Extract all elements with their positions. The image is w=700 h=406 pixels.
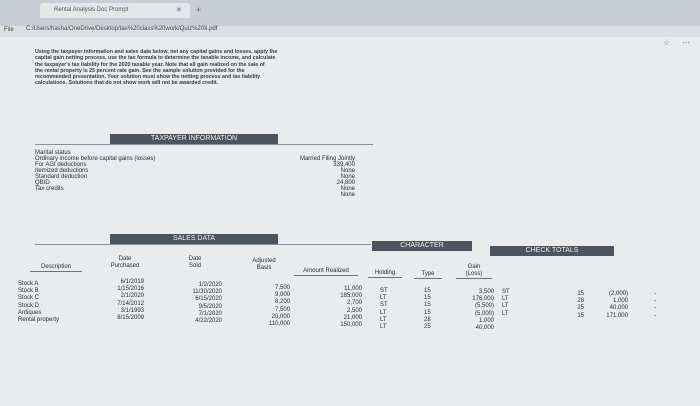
- divider: [35, 244, 371, 245]
- instruction-line: calculations. Solutions that do not show work will not be awarded credit.: [35, 80, 219, 87]
- adjusted-basis-column: 7,500 9,000 8,200 7,500 20,000 110,000: [268, 285, 290, 328]
- marital-status-label: Marital status: [35, 150, 71, 156]
- qbid-value: None: [340, 186, 355, 192]
- ordinary-income-label: Ordinary income before capital gains (losses): [35, 156, 156, 162]
- divider: [35, 144, 373, 145]
- for-agi-deductions-label: For AGI deductions: [35, 162, 87, 168]
- description-column: Stock A Stock B Stock C Stock D Antiques Rental property: [18, 281, 60, 324]
- tax-credits-value: None: [340, 192, 355, 198]
- marital-status-value: Married Filing Jointly: [299, 156, 355, 162]
- standard-deduction-value: 24,800: [336, 180, 355, 186]
- sales-data-banner: SALES DATA: [110, 234, 278, 244]
- check-totals-banner: CHECK TOTALS: [490, 246, 614, 256]
- gain-loss-column: 3,500 176,000 (5,500) (5,000) 1,000 40,000: [472, 289, 494, 332]
- type-header: Type: [414, 271, 442, 279]
- date-sold-column: 1/2/2020 11/30/2020 6/15/2020 9/5/2020 7/1/2020 4/22/2020: [192, 282, 222, 325]
- favorite-icon[interactable]: ☆: [663, 38, 671, 47]
- qbid-label: QBID: [35, 180, 50, 186]
- itemized-deductions-value: None: [340, 174, 355, 180]
- instruction-line: recommended presentation. Your solution must show the netting process and tax liability: [35, 74, 261, 81]
- check-marks: - - - -: [654, 291, 657, 320]
- character-banner: CHARACTER: [372, 241, 472, 251]
- date-purchased-column: 6/1/2019 1/15/2016 2/1/2020 7/14/2012 3/1/1993 8/15/2009: [117, 279, 144, 322]
- taxpayer-info-banner: TAXPAYER INFORMATION: [110, 134, 278, 144]
- pdf-page: [0, 37, 700, 406]
- instructions-paragraph: [35, 49, 365, 87]
- date-purchased-header: Date Purchased: [110, 256, 140, 269]
- holding-header: Holding: [368, 270, 402, 278]
- instruction-line: the taxpayer's tax liability for the 2020 taxable year. Note that all gain realized on the sale of: [35, 61, 265, 68]
- amount-realized-header: Amount Realized: [294, 268, 358, 276]
- browser-tab[interactable]: Rental Analysis Doc Prompt: [40, 3, 190, 18]
- more-options-icon[interactable]: ⋯: [682, 38, 690, 47]
- for-agi-deductions-value: None: [340, 168, 355, 174]
- taxpayer-values: [280, 156, 355, 198]
- tax-credits-label: Tax credits: [35, 186, 64, 192]
- amount-realized-column: 11,000 185,000 2,700 2,500 21,000 150,000: [340, 286, 362, 329]
- description-header: Description: [30, 264, 82, 272]
- adjusted-basis-header: Adjusted Basis: [252, 258, 276, 271]
- holding-column: ST LT ST LT LT LT: [380, 288, 388, 331]
- address-bar[interactable]: C:/Users/hasha/OneDrive/Desktop/tax%20class%20work/Quiz%20II.pdf: [26, 26, 218, 32]
- close-tab-icon[interactable]: ✕: [176, 7, 182, 14]
- taxpayer-labels: [35, 150, 155, 192]
- standard-deduction-label: Standard deduction: [35, 174, 88, 180]
- type-column: 15 15 15 15 28 25: [424, 288, 431, 331]
- gain-loss-header: Gain (Loss): [456, 264, 492, 279]
- check-value-column: (2,000) 1,000 40,000 171,000: [606, 291, 628, 319]
- itemized-deductions-label: Itemized deductions: [35, 168, 89, 174]
- instruction-line: Using the taxpayer information and sales data below, net any capital gains and losses, apply the: [35, 49, 278, 55]
- file-label: File: [4, 27, 14, 33]
- ordinary-income-value: 339,400: [333, 162, 355, 168]
- date-sold-header: Date Sold: [188, 256, 202, 269]
- gain-character-column: ST LT LT LT: [502, 289, 510, 317]
- new-tab-icon[interactable]: +: [196, 5, 202, 15]
- check-rate-column: 15 28 25 15: [577, 291, 584, 319]
- instruction-line: the rental property is 25 percent rate gain. See the sample solution provided for the: [35, 67, 245, 74]
- instruction-line: capital gain netting process, use the tax formula to determine the taxable income, and calculate: [35, 55, 276, 62]
